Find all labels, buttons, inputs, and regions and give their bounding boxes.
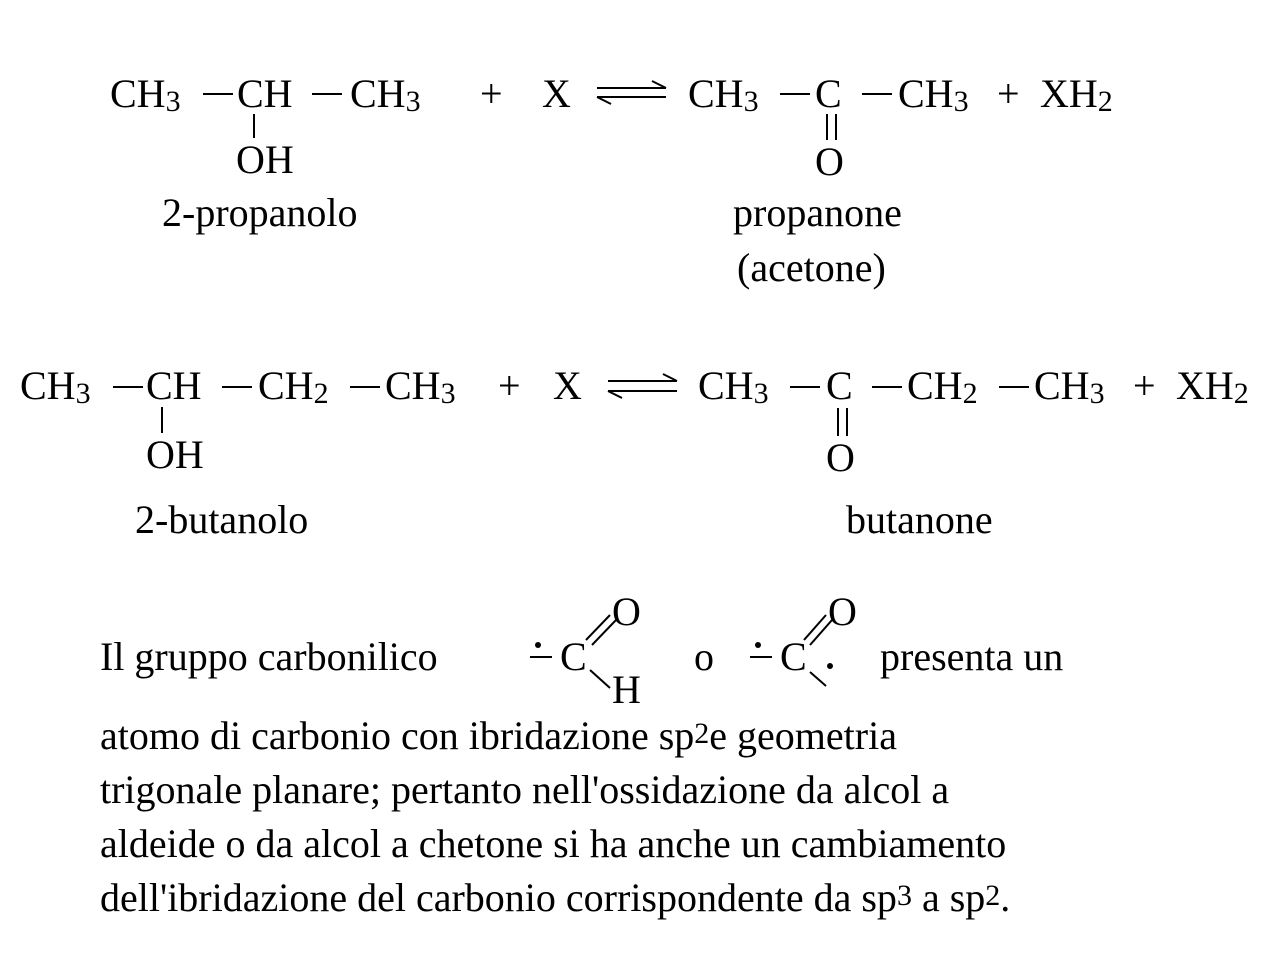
r1-p-c: C (815, 71, 842, 116)
r1-ch3-left: CH3 (110, 71, 181, 118)
r2-reagent-x: X (553, 363, 582, 408)
aldehyde-c: C (560, 634, 587, 679)
r2-ch: CH (146, 363, 202, 408)
ketone-c: C (780, 634, 807, 679)
r1-arrow-forward-head (652, 81, 666, 88)
r1-arrow-back-head (597, 97, 611, 104)
r1-p-xh2: XH2 (1040, 71, 1113, 118)
ketone-right-bond (810, 672, 826, 686)
r2-plus: + (498, 363, 521, 408)
r2-p-ch3-right: CH3 (1034, 363, 1105, 410)
r2-arrow-back-head (608, 391, 622, 398)
r2-oh: OH (146, 432, 204, 477)
r1-reagent-x: X (542, 71, 571, 116)
r1-reactant-name: 2-propanolo (162, 190, 358, 235)
r1-p-o: O (815, 139, 844, 184)
r2-p-ch2: CH2 (907, 363, 978, 410)
ketone-double-bond-a (804, 615, 826, 640)
r1-p-ch3-right: CH3 (898, 71, 969, 118)
r1-p-plus: + (997, 71, 1020, 116)
r1-ch3-right: CH3 (350, 71, 421, 118)
paragraph-line-1-end: presenta un (880, 634, 1064, 679)
r2-p-c: C (826, 363, 853, 408)
r1-product-alt-name: (acetone) (737, 245, 886, 290)
aldehyde-dot (535, 642, 541, 648)
aldehyde-double-bond-b (592, 620, 616, 645)
ketone-dot-right (827, 663, 833, 669)
r2-p-ch3-left: CH3 (698, 363, 769, 410)
r1-product-name: propanone (733, 190, 902, 235)
r1-oh: OH (236, 137, 294, 182)
paragraph-line-5: dell'ibridazione del carbonio corrispondente da sp3 a sp2. (100, 875, 1011, 920)
aldehyde-h: H (612, 667, 641, 712)
r2-ch3-right: CH3 (385, 363, 456, 410)
aldehyde-o: O (612, 589, 641, 634)
paragraph-line-1-start: Il gruppo carbonilico (100, 634, 438, 679)
r1-p-ch3-left: CH3 (688, 71, 759, 118)
paragraph-or: o (694, 634, 714, 679)
paragraph-line-4: aldeide o da alcol a chetone si ha anche un cambiamento (100, 821, 1007, 866)
r2-reactant-name: 2-butanolo (135, 497, 309, 542)
r2-p-o: O (826, 435, 855, 480)
r2-product-name: butanone (846, 497, 993, 542)
r1-ch: CH (237, 71, 293, 116)
r2-arrow-forward-head (663, 374, 677, 381)
r2-ch2: CH2 (258, 363, 329, 410)
aldehyde-h-bond (590, 670, 610, 688)
ketone-o: O (828, 589, 857, 634)
paragraph-line-2: atomo di carbonio con ibridazione sp2e geometria (100, 713, 897, 758)
ketone-double-bond-b (810, 620, 832, 645)
aldehyde-double-bond-a (586, 615, 610, 640)
paragraph-line-3: trigonale planare; pertanto nell'ossidazione da alcol a (100, 767, 950, 812)
ketone-dot-left (755, 642, 761, 648)
r2-p-plus: + (1133, 363, 1156, 408)
r2-ch3-left: CH3 (20, 363, 91, 410)
r1-plus: + (480, 71, 503, 116)
r2-p-xh2: XH2 (1176, 363, 1249, 410)
